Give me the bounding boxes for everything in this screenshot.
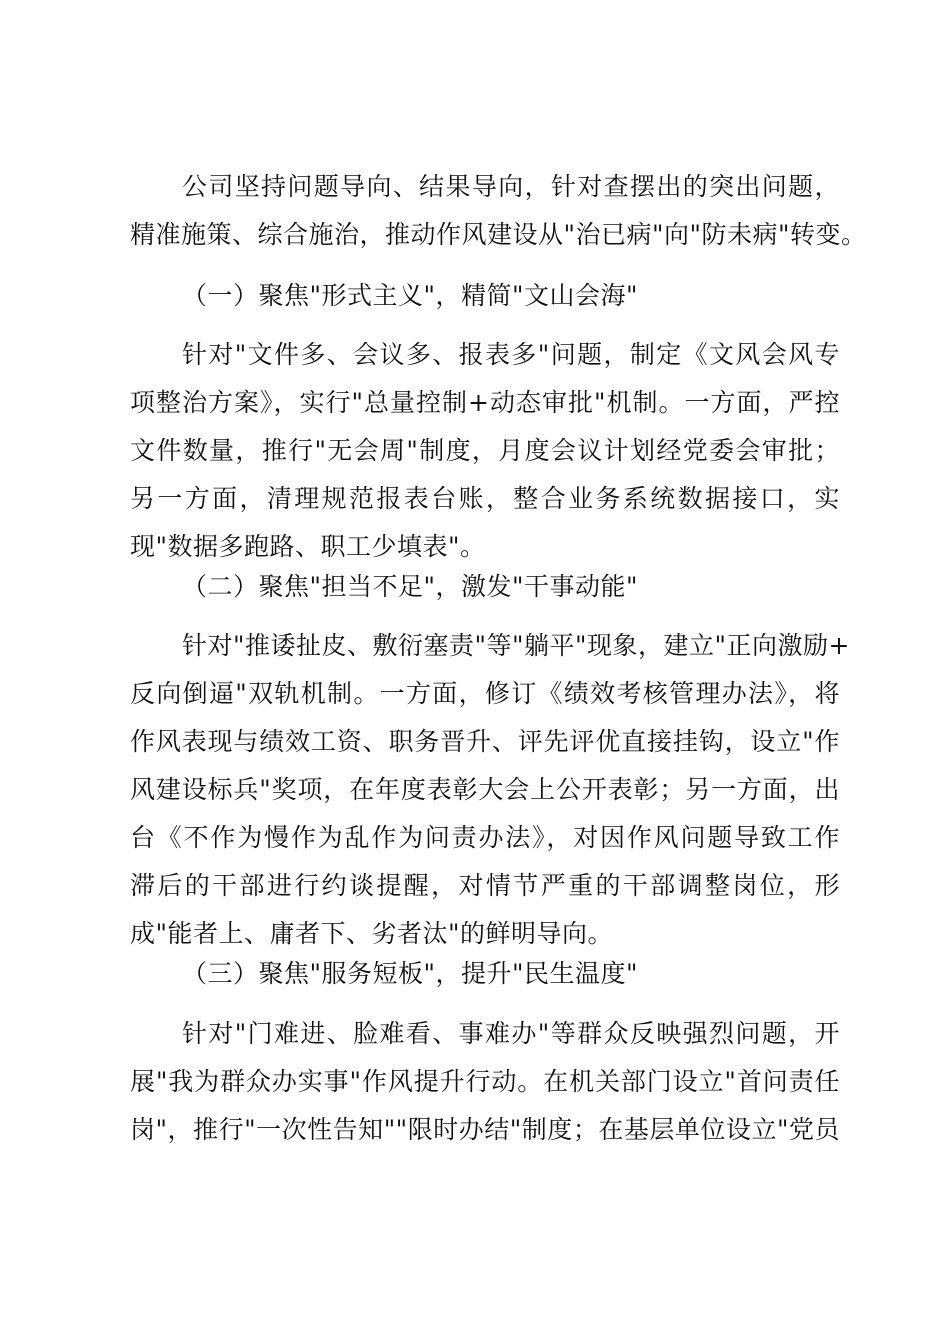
- text-line: 风建设标兵"奖项，在年度表彰大会上公开表彰；另一方面，出: [130, 775, 840, 804]
- text-line: 反向倒逼"双轨机制。一方面，修订《绩效考核管理办法》，将: [130, 679, 840, 708]
- text-line: 岗"，推行"一次性告知""限时办结"制度；在基层单位设立"党员: [130, 1115, 840, 1144]
- text-line: 针对"文件多、会议多、报表多"问题，制定《文风会风专: [182, 340, 840, 369]
- text-line: 现"数据多跑路、职工少填表"。: [130, 532, 486, 561]
- text-line: 展"我为群众办实事"作风提升行动。在机关部门设立"首问责任: [130, 1067, 840, 1096]
- text-line: 项整治方案》，实行"总量控制+动态审批"机制。一方面，严控: [130, 388, 840, 417]
- intro-paragraph: [130, 163, 867, 259]
- text-line: 台《不作为慢作为乱作为问责办法》，对因作风问题导致工作: [130, 823, 840, 852]
- text-line: 另一方面，清理规范报表台账，整合业务系统数据接口，实: [130, 484, 840, 513]
- text-line: 精准施策、综合施治，推动作风建设从"治已病"向"防未病"转变。: [130, 220, 867, 249]
- text-line: 文件数量，推行"无会周"制度，月度会议计划经党委会审批；: [130, 436, 840, 465]
- section-heading-1: （一）聚焦"形式主义"，精简"文山会海": [182, 281, 638, 310]
- section-3-paragraph: [130, 1010, 840, 1154]
- section-heading-2: （二）聚焦"担当不足"，激发"干事动能": [182, 572, 638, 601]
- text-line: 公司坚持问题导向、结果导向，针对查摆出的突出问题，: [182, 172, 840, 201]
- text-line: 针对"推诿扯皮、敷衍塞责"等"躺平"现象，建立"正向激励+: [182, 631, 850, 660]
- text-line: 成"能者上、庸者下、劣者汰"的鲜明导向。: [130, 919, 613, 948]
- text-line: 滞后的干部进行约谈提醒，对情节严重的干部调整岗位，形: [130, 871, 840, 900]
- section-1-paragraph: [130, 331, 840, 571]
- text-line: 针对"门难进、脸难看、事难办"等群众反映强烈问题，开: [182, 1019, 840, 1048]
- section-heading-3: （三）聚焦"服务短板"，提升"民生温度": [182, 959, 638, 988]
- section-2-paragraph: [130, 622, 850, 958]
- text-line: 作风表现与绩效工资、职务晋升、评先评优直接挂钩，设立"作: [130, 727, 840, 756]
